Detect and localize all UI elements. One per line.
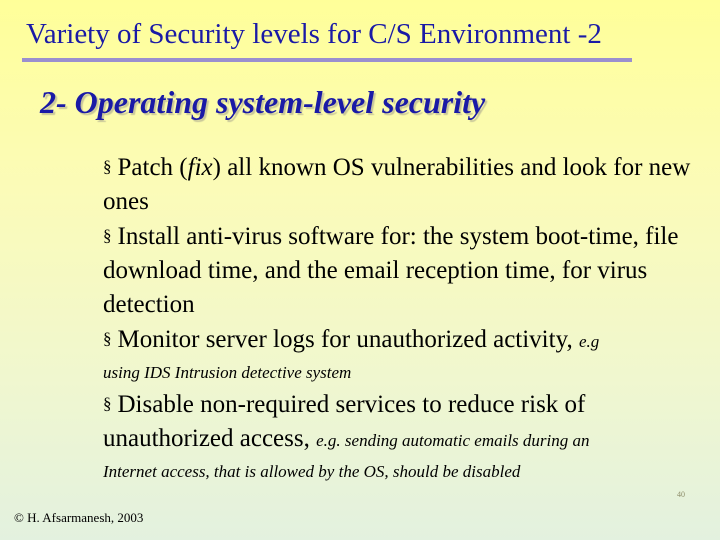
- slide-number: 40: [677, 490, 685, 499]
- copyright-footer: © H. Afsarmanesh, 2003: [14, 510, 144, 525]
- bullet-text: Install anti-virus software for: the system boot-time, file download time, and the email reception time, for virus detection: [103, 223, 679, 318]
- bullet-text: Monitor server logs for unauthorized activity,: [117, 326, 573, 353]
- bullet-text-italic: fix: [187, 154, 213, 181]
- bullet-note: Internet access, that is allowed by the OS, should be disabled: [103, 462, 521, 481]
- slide-title: Variety of Security levels for C/S Environment -2: [26, 18, 602, 50]
- bullet-marker-icon: §: [103, 226, 112, 245]
- bullet-item-monitor-logs: [103, 322, 703, 387]
- slide-subtitle: 2- Operating system-level security: [40, 84, 486, 120]
- bullet-item-disable-services: [103, 387, 703, 486]
- bullet-item-antivirus: [103, 219, 703, 322]
- bullet-item-patch: [103, 150, 703, 219]
- bullet-text: Disable non-required services to reduce risk of unauthorized access,: [103, 391, 586, 452]
- bullet-note: using IDS Intrusion detective system: [103, 363, 352, 382]
- bullet-marker-icon: §: [103, 157, 112, 176]
- bullet-list: [103, 150, 703, 486]
- bullet-note: e.g. sending automatic emails during an: [316, 431, 590, 450]
- bullet-note: e.g: [578, 332, 600, 351]
- bullet-marker-icon: §: [103, 329, 112, 348]
- bullet-text: Patch (: [117, 154, 188, 181]
- bullet-text: ) all known OS vulnerabilities and look for new ones: [103, 154, 691, 215]
- title-underline: [22, 58, 632, 62]
- bullet-marker-icon: §: [103, 394, 112, 413]
